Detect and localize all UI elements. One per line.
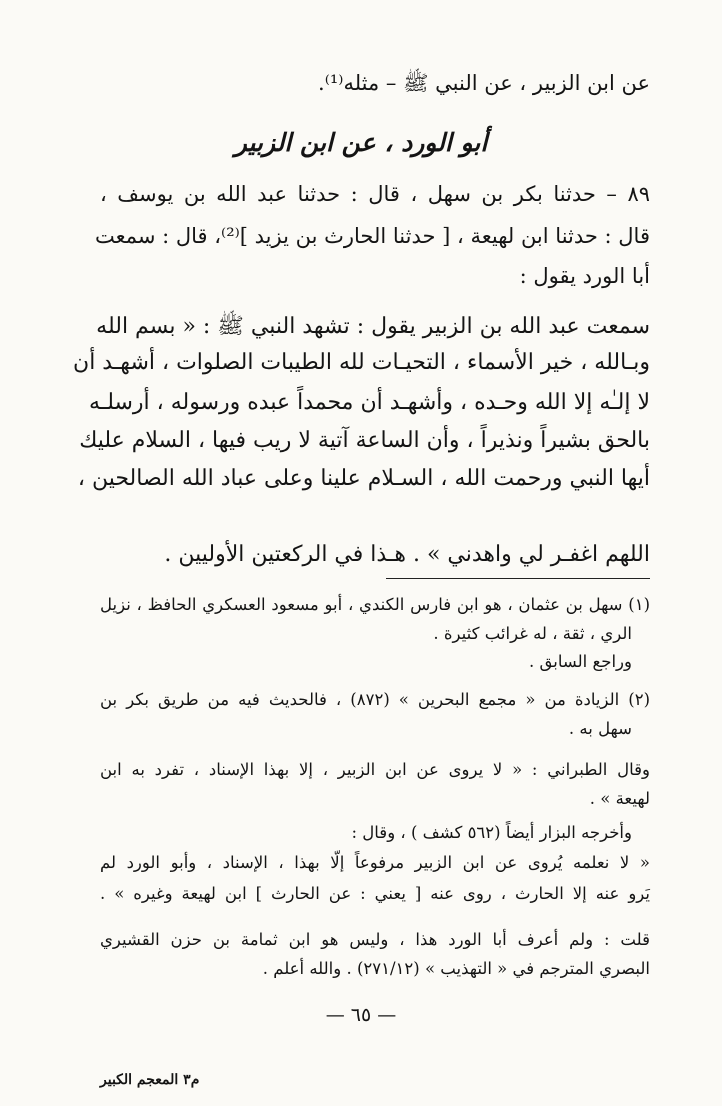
hadith-header-line: أبا الورد يقول :	[519, 264, 650, 288]
footnote-line: البصري المترجم في « التهذيب » (٢٧١/١٢) . والله أعلم .	[262, 959, 650, 978]
hadith-header-line: قال : حدثنا ابن لهيعة ، [ حدثنا الحارث بن يزيد ]⁽²⁾، قال : سمعت	[94, 224, 650, 248]
footnote-line: (٢) الزيادة من « مجمع البحرين » (٨٧٢) ، فالحديث فيه من طريق بكر بن	[100, 690, 650, 709]
hadith-header-line: ٨٩ – حدثنا بكر بن سهل ، قال : حدثنا عبد الله بن يوسف ،	[100, 182, 650, 206]
footnote-line: وراجع السابق .	[529, 652, 632, 671]
footnote-line: يَرو عنه إلا الحارث ، روى عنه [ يعني : عن الحارث ] ابن لهيعة وغيره » .	[100, 884, 650, 903]
signature-mark: م٣ المعجم الكبير	[100, 1072, 200, 1088]
hadith-body-line: سمعت عبد الله بن الزبير يقول : تشهد النبي ﷺ : « بسم الله	[96, 314, 650, 339]
section-heading: أبو الورد ، عن ابن الزبير	[234, 128, 488, 157]
footnote-line: الري ، ثقة ، له غرائب كثيرة .	[433, 624, 632, 643]
page-number: — ٦٥ —	[325, 1004, 397, 1026]
hadith-body-line: بالحق بشيراً ونذيراً ، وأن الساعة آتية لا ريب فيها ، السلام عليك	[79, 428, 650, 453]
footnote-line: « لا نعلمه يُروى عن ابن الزبير مرفوعاً إلّا بهذا ، الإسناد ، وأبو الورد لم	[100, 853, 650, 872]
footnote-separator	[386, 578, 650, 579]
footnote-line: قلت : ولم أعرف أبا الورد هذا ، وليس هو ابن ثمامة بن حزن القشيري	[100, 930, 650, 949]
hadith-body-line: أيها النبي ورحمت الله ، السـلام علينا وعلى عباد الله الصالحين ،	[77, 466, 650, 491]
footnote-line: وقال الطبراني : « لا يروى عن ابن الزبير ، إلا بهذا الإسناد ، تفرد به ابن	[100, 760, 650, 779]
hadith-body-line: اللهم اغفـر لي واهدني » . هـذا في الركعتين الأوليين .	[164, 542, 650, 567]
footnote-line: سهل به .	[568, 719, 632, 738]
footnote-line: وأخرجه البزار أيضاً (٥٦٢ كشف ) ، وقال :	[351, 823, 632, 842]
footnote-line: لهيعة » .	[589, 789, 650, 808]
intro-line: عن ابن الزبير ، عن النبي ﷺ – مثله⁽¹⁾.	[318, 71, 650, 95]
footnote-line: (١) سهل بن عثمان ، هو ابن فارس الكندي ، أبو مسعود العسكري الحافظ ، نزيل	[100, 595, 650, 614]
hadith-body-line: وبـالله ، خير الأسماء ، التحيـات لله الطيبات الصلوات ، أشهـد أن	[73, 350, 650, 375]
hadith-body-line: لا إلـٰه إلا الله وحـده ، وأشهـد أن محمداً عبده ورسوله ، أرسلـه	[88, 390, 650, 415]
